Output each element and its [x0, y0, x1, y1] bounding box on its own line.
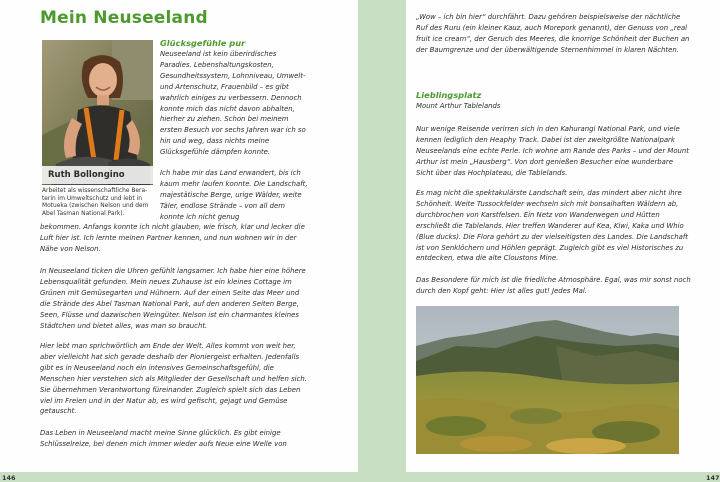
page-title: Mein Neuseeland	[40, 8, 208, 28]
paragraph: Ich habe mir das Land erwandert, bis ich kaum mehr laufen konnte. Die Landschaft, majestätische Berge, urige Wälder, weite Täler, endlose Strände – von all dem konnte ich nicht genug	[160, 169, 308, 221]
paragraph: In Neuseeland ticken die Uhren gefühlt langsamer. Ich habe hier eine höhere Lebensqualität gefunden. Mein neues Zuhause ist ein kleines Cottage im Grünen mit Gemüsegarten und Hühnern. Auf der einen Seite das Meer und die Strände des Abel Tasman National Park, auf den anderen Seiten Berge, Seen, Flüsse und dazwischen Weingüter. Nelson ist ein charmantes kleines Städtchen und bietet alles, was man so braucht.	[40, 267, 306, 330]
portrait-caption: Arbeitet als wissenschaftliche Beraterin im Umweltschutz und lebt in Motueka (zwischen Nelson und dem Abel Tasman National Park).	[42, 188, 149, 217]
section-subheading: Mount Arthur Tablelands	[416, 102, 501, 110]
mountain-landscape-image	[416, 306, 679, 454]
section-heading-lieblingsplatz: Lieblingsplatz	[416, 90, 482, 100]
page-number-left: 146	[2, 474, 16, 482]
portrait-photo	[42, 40, 153, 185]
paragraph: bekommen. Anfangs konnte ich nicht glauben, wie frisch, klar und lecker die Luft hier ist. Ich lernte meinen Partner kennen, und nun wohnen wir in der Nähe von Nelson.	[40, 223, 305, 253]
paragraph: „Wow – ich bin hier“ durchfährt. Dazu gehören beispielsweise der nächtliche Ruf des Ruru (ein kleiner Kauz, auch Morepork genannt), der Genuss von „real fruit ice cream“, der Geruch des Meeres, die knorrige Schönheit der Buchen an der Baumgrenze und der überwältigende Sternenhimmel in klaren Nächten.	[416, 13, 690, 54]
paragraph: Hier lebt man sprichwörtlich am Ende der Welt. Alles kommt von weit her, aber vielleicht hat sich gerade deshalb der Pioniergeist erhalten. Jedenfalls gibt es in Neuseeland noch ein intensives Gemeinschaftsgefühl, die Menschen hier verstehen sich als Mitglieder der Gesellschaft und helfen sich. Sie übernehmen Verantwortung füreinander. Zugleich spielt sich das Leben viel im Freien und in der Natur ab, es wird gefischt, gejagt und Gemüse getauscht.	[40, 342, 307, 416]
intro-column	[160, 38, 310, 223]
paragraph: Es mag nicht die spektakulärste Landschaft sein, das mindert aber nicht ihre Schönheit. Weite Tussockfelder wechseln sich mit bonsaihaften Wäldern ab, durchbrochen von Karstfelsen. Ein Netz von Wanderwegen und Hütten erschließt die Tablelands. Hier treffen Wanderer auf Kea, Kiwi, Kaka und Whio (Blue ducks). Die Flora gehört zu der vielseitigsten des Landes. Die Landschaft ist von Senklöchern und Höhlen geprägt. Zugleich gibt es viel Historisches zu entdecken, etwa die alte Cloustons Mine.	[416, 189, 688, 263]
portrait-image	[42, 40, 153, 185]
section-heading-gluecksgefuehle: Glücksgefühle pur	[160, 38, 246, 48]
favorite-place-section	[416, 90, 691, 112]
paragraph: Neuseeland ist kein überirdisches Paradies. Lebenshaltungskosten, Gesundheitssystem, Lohnniveau, Umwelt- und Artenschutz, Frauenbild – es gibt wahrlich einiges zu verbessern. Dennoch konnte mich das nicht davon abhalten, hierher zu ziehen. Schon bei meinem ersten Besuch vor sechs Jahren war ich so hin und weg, dass nichts meine Glücksgefühle dämpfen konnte.	[160, 50, 306, 157]
paragraph: Das Besondere für mich ist die friedliche Atmosphäre. Egal, was mir sonst noch durch den Kopf geht: Hier ist alles gut! Jedes Mal.	[416, 276, 691, 295]
paragraph: Das Leben in Neuseeland macht meine Sinne glücklich. Es gibt einige Schlüsselreize, bei denen mich immer wieder aufs Neue eine Welle von	[40, 429, 287, 448]
landscape-photo	[416, 306, 679, 454]
portrait-name-label: Ruth Bollongino	[42, 166, 153, 184]
paragraph: Nur wenige Reisende verirren sich in den Kahurangi National Park, und viele kennen lediglich den Heaphy Track. Dabei ist der zweitgrößte Nationalpark Neuseelands eine echte Perle. Ich wohne am Rande des Parks – und der Mount Arthur ist mein „Hausberg“. Von dort genießen Besucher eine wunderbare Sicht über das Hochplateau, die Tablelands.	[416, 125, 689, 177]
page-number-right: 147	[706, 474, 720, 482]
